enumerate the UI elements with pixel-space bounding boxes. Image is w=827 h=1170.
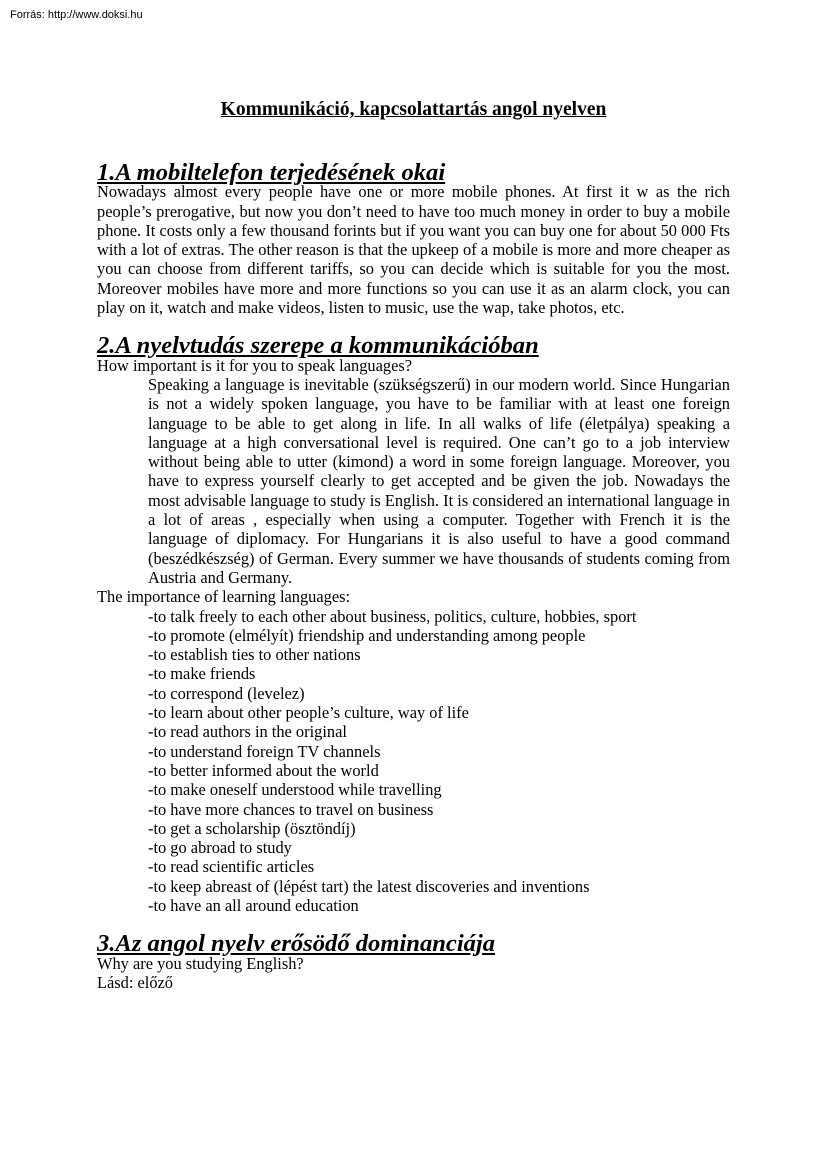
section-2-paragraph: Speaking a language is inevitable (szükségszerű) in our modern world. Since Hungarian is not a widely spoken language, you have to be familiar with at least one foreign language to be able to get along in life. In all walks of life (életpálya) speaking a language at a high conversational level is required. One can’t go to a job interview without being able to utter (kimond) a word in some foreign language. Moreover, you have to express yourself clearly to get accepted and be given the job. Nowadays the most advisable language to study is English. It is considered an international language in a lot of areas , especially when using a computer. Together with French it is the language of diplomacy. For Hungarians it is also useful to have a good command (beszédkészség) of German. Every summer we have thousands of students coming from Austria and Germany.: [148, 374, 730, 587]
list-item: -to have more chances to travel on business: [148, 799, 434, 819]
list-item: -to read scientific articles: [148, 857, 315, 877]
list-item: -to talk freely to each other about business, politics, culture, hobbies, sport: [148, 606, 637, 626]
list-item: -to get a scholarship (ösztöndíj): [148, 818, 356, 838]
list-item: -to establish ties to other nations: [148, 645, 361, 665]
section-3-heading: 3.Az angol nyelv erősödő dominanciája: [97, 930, 496, 958]
section-2-question: How important is it for you to speak languages?: [97, 355, 412, 375]
list-item: -to learn about other people’s culture, way of life: [148, 703, 469, 723]
list-item: -to correspond (levelez): [148, 683, 305, 703]
list-item: -to keep abreast of (lépést tart) the latest discoveries and inventions: [148, 876, 590, 896]
section-1-heading: 1.A mobiltelefon terjedésének okai: [97, 159, 446, 186]
document-title: Kommunikáció, kapcsolattartás angol nyelven: [220, 99, 607, 120]
list-item: -to make oneself understood while travelling: [148, 780, 442, 800]
list-item: -to go abroad to study: [148, 838, 292, 858]
list-item: -to better informed about the world: [148, 760, 379, 780]
language-benefits-list: [148, 607, 730, 916]
section-3-question: Why are you studying English?: [97, 953, 304, 973]
section-1-paragraph: Nowadays almost every people have one or more mobile phones. At first it w as the rich people’s prerogative, but now you don’t need to have too much money in order to buy a mobile phone. It costs only a few thousand forints but if you want you can buy one for about 50 000 Fts with a lot of extras. The other reason is that the upkeep of a mobile is more and more cheaper as you can choose from different tariffs, so you can decide which is suitable for you the most. Moreover mobiles have more and more functions so you can use it as an alarm clock, you can play on it, watch and make videos, listen to music, use the wap, take photos, etc.: [97, 182, 730, 318]
document-content: [97, 98, 730, 992]
list-item: -to understand foreign TV channels: [148, 741, 381, 761]
list-item: -to promote (elmélyít) friendship and understanding among people: [148, 625, 586, 645]
list-item: -to make friends: [148, 664, 256, 684]
source-note: Forrás: http://www.doksi.hu: [10, 9, 143, 21]
section-3-reference: Lásd: előző: [97, 972, 174, 992]
section-2-heading: 2.A nyelvtudás szerepe a kommunikációban: [97, 332, 539, 360]
list-item: -to read authors in the original: [148, 722, 347, 742]
section-2-list-intro: The importance of learning languages:: [97, 587, 351, 607]
list-item: -to have an all around education: [148, 895, 359, 915]
